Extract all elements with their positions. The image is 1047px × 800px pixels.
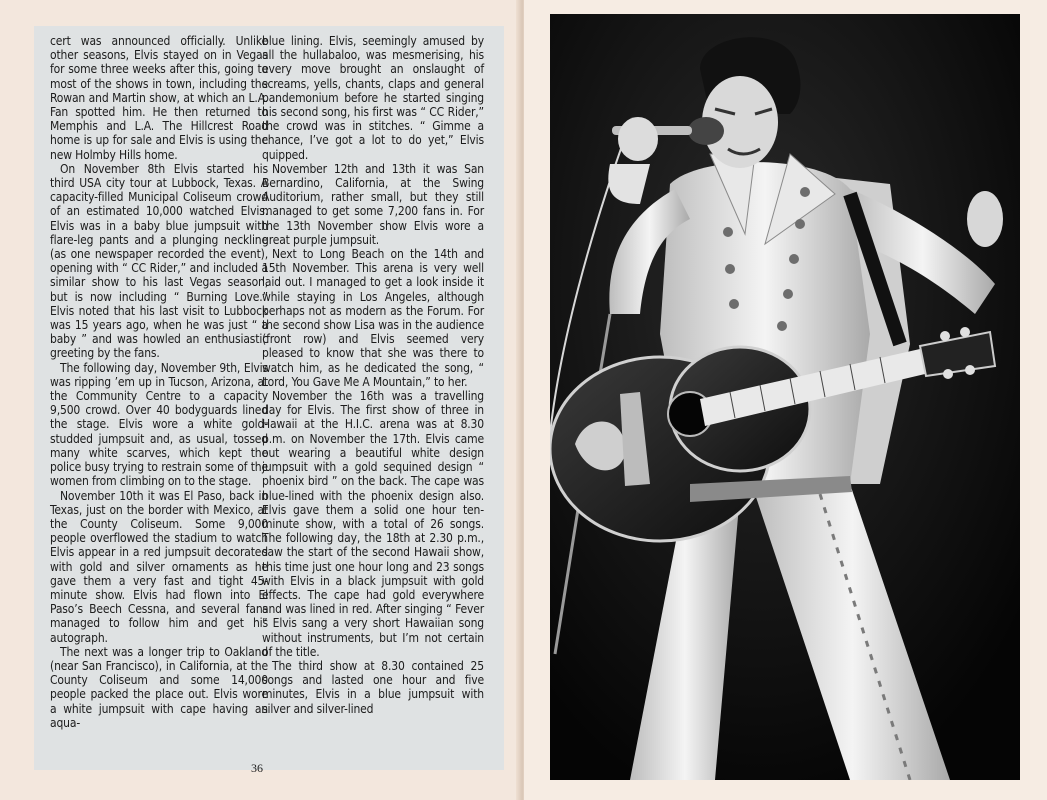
left-page — [0, 0, 522, 800]
page-number: 36 — [251, 761, 263, 775]
paragraph: Next to Long Beach on the 14th and 15th November. This arena is very well laid out. I managed to get a look inside it while staying in Los Angeles, although perhaps not as modern as the Forum. For the second show Lisa was in the audience (front row) and Elvis seemed very pleased to know that she was there to watch him, as he dedicated the song, “ Lord, You Gave Me A Mountain,” to her. — [262, 247, 484, 389]
paragraph: The following day, November 9th, Elvis was ripping ’em up in Tucson, Arizona, at the Community Centre to a capacity 9,500 crowd. Over 40 bodyguards lined the stage. Elvis wore a white gold-studded jumpsuit and, as usual, tossed many white scarves, which kept the police busy trying to restrain some of the women from climbing on to the stage. — [50, 360, 268, 489]
concert-photo — [550, 14, 1020, 780]
paragraph: November 10th it was El Paso, back in Texas, just on the border with Mexico, at the County Coliseum. Some 9,000 people overflowed the stadium to watch Elvis appear in a red jumpsuit decorated with gold and silver ornaments as he gave them a very fast and tight 45-minute show. Elvis had flown into El Paso’s Beech Cessna, and several fans managed to follow him and get his autograph. — [50, 488, 268, 645]
performer-illustration — [550, 14, 1020, 780]
paragraph: cert was announced officially. Unlike other seasons, Elvis stayed on in Vegas for some three weeks after this, going to most of the shows in town, including the Rowan and Martin show, at which an L.A. Fan spotted him. He then returned to Memphis and L.A. The Hillcrest Road home is up for sale and Elvis is using the new Holmby Hills home. — [50, 34, 268, 162]
paragraph: November the 16th was a travelling day for Elvis. The first show of three in Hawaii at the H.I.C. arena was at 8.30 p.m. on November the 17th. Elvis came out wearing a beautiful white design jumpsuit with a gold sequined design “ phoenix bird ” on the back. The cape was blue-lined with the phoenix design also. Elvis gave them a solid one hour ten-minute show, with a total of 26 songs. The following day, the 18th at 2.30 p.m., saw the start of the second Hawaii show, this time just one hour long and 23 songs with Elvis in a black jumpsuit with gold effects. The cape had gold everywhere and was lined in red. After singing “ Fever ” Elvis sang a very short Hawaiian song without instruments, but I’m not certain of the title. — [262, 389, 484, 659]
article-column-right — [262, 34, 484, 716]
paragraph: November 12th and 13th it was San Bernardino, California, at the Swing Auditorium, rather small, but they still managed to get some 7,200 fans in. For the 13th November show Elvis wore a great purple jumpsuit. — [262, 161, 484, 247]
paragraph: The next was a longer trip to Oakland (near San Francisco), in California, at the County Coliseum and some 14,000 people packed the place out. Elvis wore a white jumpsuit with cape having an aqua- — [50, 644, 268, 730]
paragraph: On November 8th Elvis started his third USA city tour at Lubbock, Texas. A capacity-filled Municipal Coliseum crowd of an estimated 10,000 watched Elvis. Elvis was in a baby blue jumpsuit with flare-leg pants and a plunging neckline (as one newspaper recorded the event), opening with “ CC Rider,” and included a similar show to his last Vegas season, but is now including “ Burning Love.” Elvis noted that his last visit to Lubbock was 15 years ago, when he was just “ a baby ” and was howled an enthusiastic greeting by the fans. — [50, 161, 268, 361]
article-column-left — [50, 34, 268, 730]
paragraph: The third show at 8.30 contained 25 songs and lasted one hour and five minutes, Elvis in a blue jumpsuit with silver and silver-lined — [262, 658, 484, 716]
paragraph: blue lining. Elvis, seemingly amused by all the hullabaloo, was mesmerising, his every move brought an onslaught of screams, yells, chants, claps and general pandemonium before he started singing his second song, his first was “ CC Rider,” the crowd was in stitches. “ Gimme a chance, I’ve got a lot to do yet,” Elvis quipped. — [262, 34, 484, 162]
